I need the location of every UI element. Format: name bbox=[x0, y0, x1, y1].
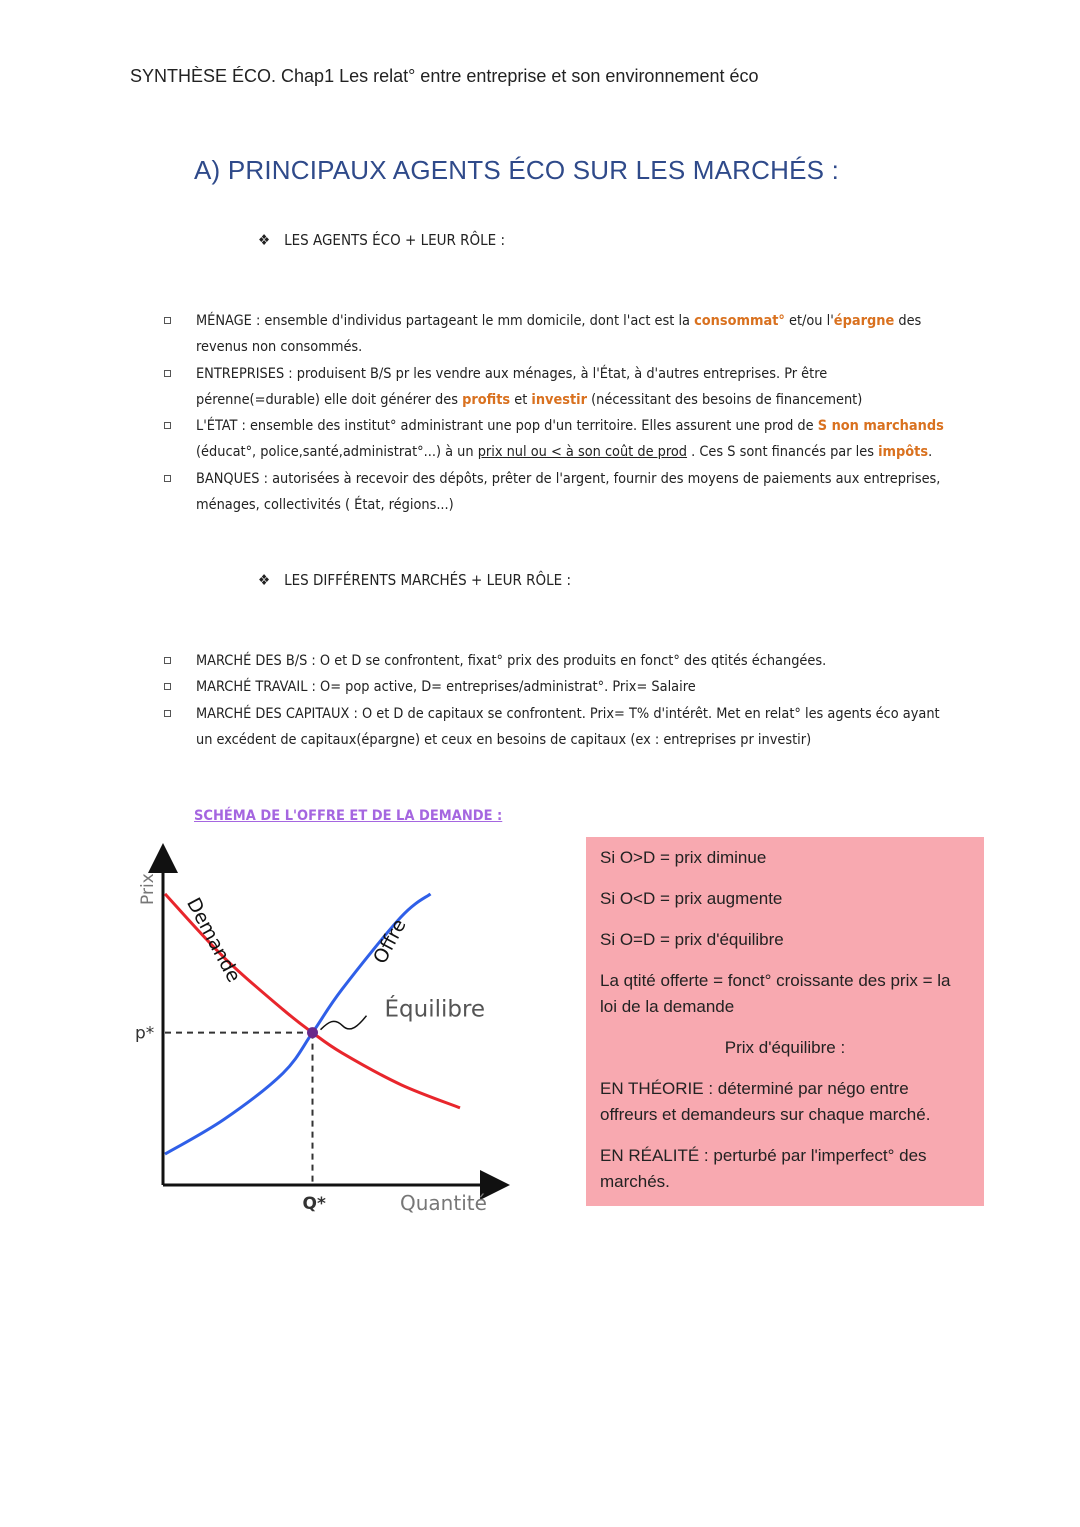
supply-demand-chart bbox=[120, 835, 520, 1225]
rule-line: Si O<D = prix augmente bbox=[600, 889, 783, 908]
square-bullet-icon bbox=[164, 710, 171, 717]
list-item: MARCHÉ DES B/S : O et D se confrontent, fixat° prix des produits en fonct° des qtités échangées. bbox=[164, 648, 954, 674]
list-item: MÉNAGE : ensemble d'individus partageant le mm domicile, dont l'act est la consommat° et/ou l'épargne des revenus non consommés. bbox=[164, 308, 954, 361]
rule-line: EN THÉORIE : déterminé par négo entre offreurs et demandeurs sur chaque marché. bbox=[600, 1079, 931, 1124]
series-label-offre: Offre bbox=[369, 915, 411, 968]
rule-line: EN RÉALITÉ : perturbé par l'imperfect° des marchés. bbox=[600, 1146, 927, 1191]
list-item: L'ÉTAT : ensemble des institut° administrant une pop d'un territoire. Elles assurent une prod de S non marchands (éducat°, police,santé,administrat°...) à un prix nul ou < à son coût de prod . Ces S sont financés par les impôts. bbox=[164, 413, 954, 466]
square-bullet-icon bbox=[164, 317, 171, 324]
page-header: SYNTHÈSE ÉCO. Chap1 Les relat° entre entreprise et son environnement éco bbox=[130, 66, 759, 86]
series-label-demande: Demande bbox=[182, 894, 245, 986]
agents-list bbox=[164, 308, 954, 518]
schema-title: SCHÉMA DE L'OFFRE ET DE LA DEMANDE : bbox=[194, 808, 503, 824]
diamond-bullet-icon: ❖ bbox=[258, 231, 271, 249]
equilibrium-label: Équilibre bbox=[384, 996, 486, 1023]
markets-subheading-text: LES DIFFÉRENTS MARCHÉS + LEUR RÔLE : bbox=[284, 571, 572, 589]
rule-heading: Prix d'équilibre : bbox=[724, 1038, 846, 1057]
list-item: MARCHÉ TRAVAIL : O= pop active, D= entreprises/administrat°. Prix= Salaire bbox=[164, 674, 954, 700]
square-bullet-icon bbox=[164, 370, 171, 377]
square-bullet-icon bbox=[164, 683, 171, 690]
y-axis-label: Prix bbox=[138, 873, 158, 905]
x-axis-label: Quantité bbox=[400, 1191, 487, 1215]
markets-subheading bbox=[258, 571, 571, 589]
square-bullet-icon bbox=[164, 475, 171, 482]
equilibrium-point bbox=[308, 1028, 318, 1038]
square-bullet-icon bbox=[164, 657, 171, 664]
list-item: MARCHÉ DES CAPITAUX : O et D de capitaux se confrontent. Prix= T% d'intérêt. Met en relat° les agents éco ayant un excédent de capitaux(épargne) et ceux en besoins de capitaux (ex : entreprises pr investir) bbox=[164, 701, 954, 754]
equilibrium-connector bbox=[321, 1016, 367, 1030]
y-tick-label-pstar: p* bbox=[135, 1023, 155, 1044]
x-tick-label-qstar: Q* bbox=[302, 1194, 326, 1214]
rule-line: Si O=D = prix d'équilibre bbox=[600, 930, 784, 949]
rule-line: Si O>D = prix diminue bbox=[600, 848, 767, 867]
agents-subheading bbox=[258, 231, 505, 249]
markets-list bbox=[164, 648, 954, 753]
agents-subheading-text: LES AGENTS ÉCO + LEUR RÔLE : bbox=[284, 231, 506, 249]
list-item: ENTREPRISES : produisent B/S pr les vendre aux ménages, à l'État, à d'autres entreprises. Pr être pérenne(=durable) elle doit générer des profits et investir (nécessitant des besoins de financement) bbox=[164, 361, 954, 414]
rules-box bbox=[586, 837, 984, 1206]
square-bullet-icon bbox=[164, 422, 171, 429]
diamond-bullet-icon: ❖ bbox=[258, 571, 271, 589]
list-item: BANQUES : autorisées à recevoir des dépôts, prêter de l'argent, fournir des moyens de paiements aux entreprises, ménages, collectivités ( État, régions...) bbox=[164, 466, 954, 519]
rule-line: La qtité offerte = fonct° croissante des prix = la loi de la demande bbox=[600, 971, 951, 1016]
section-title: A) PRINCIPAUX AGENTS ÉCO SUR LES MARCHÉS : bbox=[194, 155, 840, 185]
